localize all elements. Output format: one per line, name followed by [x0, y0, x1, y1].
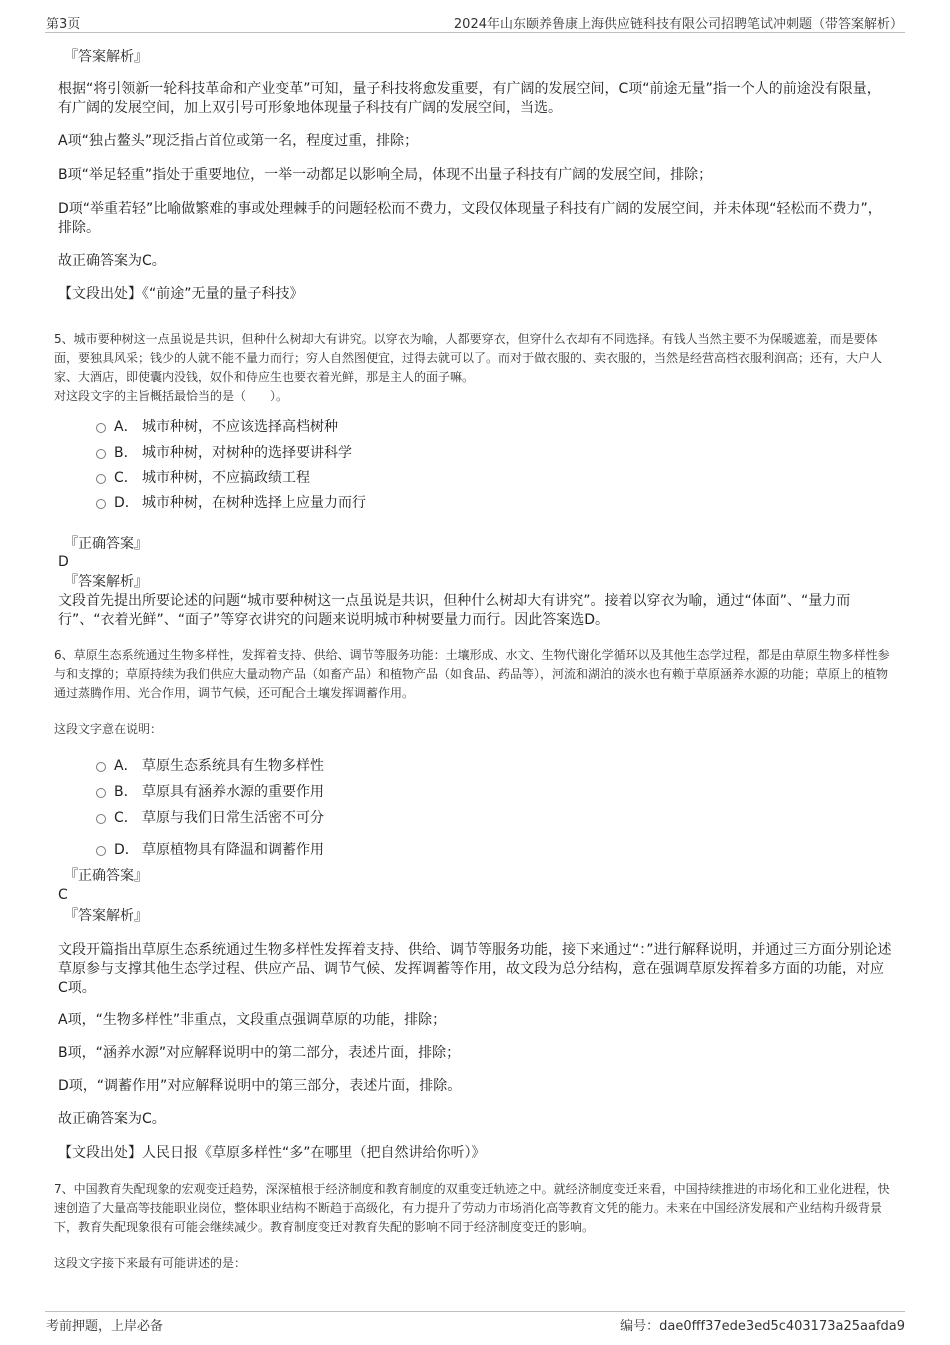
- radio-icon[interactable]: [96, 474, 106, 484]
- q6-answer: C: [58, 887, 68, 903]
- q5-option-b[interactable]: B． 城市种树，对树种的选择要讲科学: [96, 442, 352, 462]
- radio-icon[interactable]: [96, 499, 106, 509]
- q5-question: 对这段文字的主旨概括最恰当的是（ ）。: [54, 389, 289, 403]
- q7-question: 这段文字接下来最有可能讲述的是：: [54, 1256, 247, 1270]
- q5-analysis: 文段首先提出所要论述的问题“城市要种树这一点虽说是共识，但种什么树却大有讲究”。接着以穿衣为喻，通过“体面”、“量力而行”、“衣着光鲜”、“面子”等穿衣讲究的问题来说明城市种树要量力而行。因此答案选D。: [58, 593, 851, 628]
- q6-analysis-heading: 『答案解析』: [64, 908, 148, 924]
- radio-icon[interactable]: [96, 423, 106, 433]
- q5-option-d[interactable]: D． 城市种树，在树种选择上应量力而行: [96, 492, 366, 512]
- q4-option-d-explanation: D项“举重若轻”比喻做繁难的事或处理棘手的问题轻松而不费力，文段仅体现量子科技有广阔的发展空间，并未体现“轻松而不费力”，排除。: [58, 201, 882, 236]
- radio-icon[interactable]: [96, 449, 106, 459]
- q4-conclusion: 故正确答案为C。: [58, 253, 166, 269]
- q6-answer-heading: 『正确答案』: [64, 868, 148, 884]
- document-code: 编号：dae0fff37ede3ed5c403173a25aafda9: [620, 1319, 905, 1334]
- q6-question: 这段文字意在说明：: [54, 722, 163, 736]
- q4-analysis-heading: 『答案解析』: [64, 49, 148, 65]
- q6-option-d[interactable]: D． 草原植物具有降温和调蓄作用: [96, 839, 324, 859]
- radio-icon[interactable]: [96, 814, 106, 824]
- footer-slogan: 考前押题，上岸必备: [46, 1319, 164, 1334]
- q6-source: 【文段出处】人民日报《草原多样性“多”在哪里（把自然讲给你听）》: [58, 1145, 486, 1161]
- radio-icon[interactable]: [96, 762, 106, 772]
- q7-stem: 7、中国教育失配现象的宏观变迁趋势，深深植根于经济制度和教育制度的双重变迁轨迹之中。就经济制度变迁来看，中国持续推进的市场化和工业化进程，快速创造了大量高等技能职业岗位，整体职业结构不断趋于高级化，有力提升了劳动力市场消化高等教育文凭的能力。未来在中国经济发展和产业结构升级背景下，教育失配现象很有可能会继续减少。教育制度变迁对教育失配的影响不同于经济制度变迁的影响。: [54, 1182, 890, 1234]
- q6-option-d-explanation: D项，“调蓄作用”对应解释说明中的第三部分，表述片面，排除。: [58, 1078, 462, 1094]
- q6-analysis-paragraph: 文段开篇指出草原生态系统通过生物多样性发挥着支持、供给、调节等服务功能，接下来通过“：”进行解释说明，并通过三方面分别论述草原参与支撑其他生态学过程、供应产品、调节气候、发挥调蓄等作用，故文段为总分结构，意在强调草原发挥着多方面的功能，对应C项。: [58, 942, 892, 996]
- page-number: 第3页: [46, 17, 81, 32]
- q5-analysis-heading: 『答案解析』: [64, 574, 148, 590]
- q6-option-b-explanation: B项，“涵养水源”对应解释说明中的第二部分，表述片面，排除；: [58, 1045, 461, 1061]
- q6-option-c[interactable]: C． 草原与我们日常生活密不可分: [96, 807, 324, 827]
- q5-answer: D: [58, 554, 69, 570]
- radio-icon[interactable]: [96, 788, 106, 798]
- q6-option-a-explanation: A项，“生物多样性”非重点，文段重点强调草原的功能，排除；: [58, 1012, 447, 1028]
- q5-answer-heading: 『正确答案』: [64, 536, 148, 552]
- q6-option-a[interactable]: A． 草原生态系统具有生物多样性: [96, 755, 324, 775]
- q4-option-a-explanation: A项“独占鳌头”现泛指占首位或第一名，程度过重，排除；: [58, 133, 419, 149]
- document-title: 2024年山东颐养鲁康上海供应链科技有限公司招聘笔试冲刺题（带答案解析）: [453, 17, 903, 32]
- footer-divider: [45, 1311, 905, 1312]
- q5-stem: 5、城市要种树这一点虽说是共识，但种什么树却大有讲究。以穿衣为喻，人都要穿衣，但穿什么衣却有不同选择。有钱人当然主要不为保暖遮羞，而是要体面，要独具风采；钱少的人就不能不量力而行；穷人自然图便宜，过得去就可以了。而对于做衣服的、卖衣服的，当然是经营高档衣服利润高；还有，大户人家、大酒店，即使囊内没钱，奴仆和侍应生也要衣着光鲜，那是主人的面子嘛。: [54, 332, 883, 384]
- q6-stem: 6、草原生态系统通过生物多样性，发挥着支持、供给、调节等服务功能：土壤形成、水文、生物代谢化学循环以及其他生态学过程，都是由草原生物多样性参与和支撑的；草原持续为我们供应大量动物产品（如畜产品）和植物产品（如食品、药品等），河流和湖泊的淡水也有赖于草原涵养水源的功能；草原上的植物通过蒸腾作用、光合作用，调节气候，还可配合土壤发挥调蓄作用。: [54, 648, 890, 700]
- q6-conclusion: 故正确答案为C。: [58, 1111, 166, 1127]
- q4-analysis-paragraph: 根据“将引领新一轮科技革命和产业变革”可知，量子科技将愈发重要，有广阔的发展空间，C项“前途无量”指一个人的前途没有限量，有广阔的发展空间，加上双引号可形象地体现量子科技有广阔的发展空间，当选。: [58, 81, 881, 116]
- radio-icon[interactable]: [96, 846, 106, 856]
- q6-option-b[interactable]: B． 草原具有涵养水源的重要作用: [96, 781, 324, 801]
- q4-option-b-explanation: B项“举足轻重”指处于重要地位，一举一动都足以影响全局，体现不出量子科技有广阔的发展空间，排除；: [58, 167, 713, 183]
- header-divider: [45, 32, 905, 33]
- q5-option-c[interactable]: C． 城市种树，不应搞政绩工程: [96, 467, 310, 487]
- q5-option-a[interactable]: A． 城市种树，不应该选择高档树种: [96, 416, 338, 436]
- q4-source: 【文段出处】《“前途”无量的量子科技》: [58, 286, 304, 302]
